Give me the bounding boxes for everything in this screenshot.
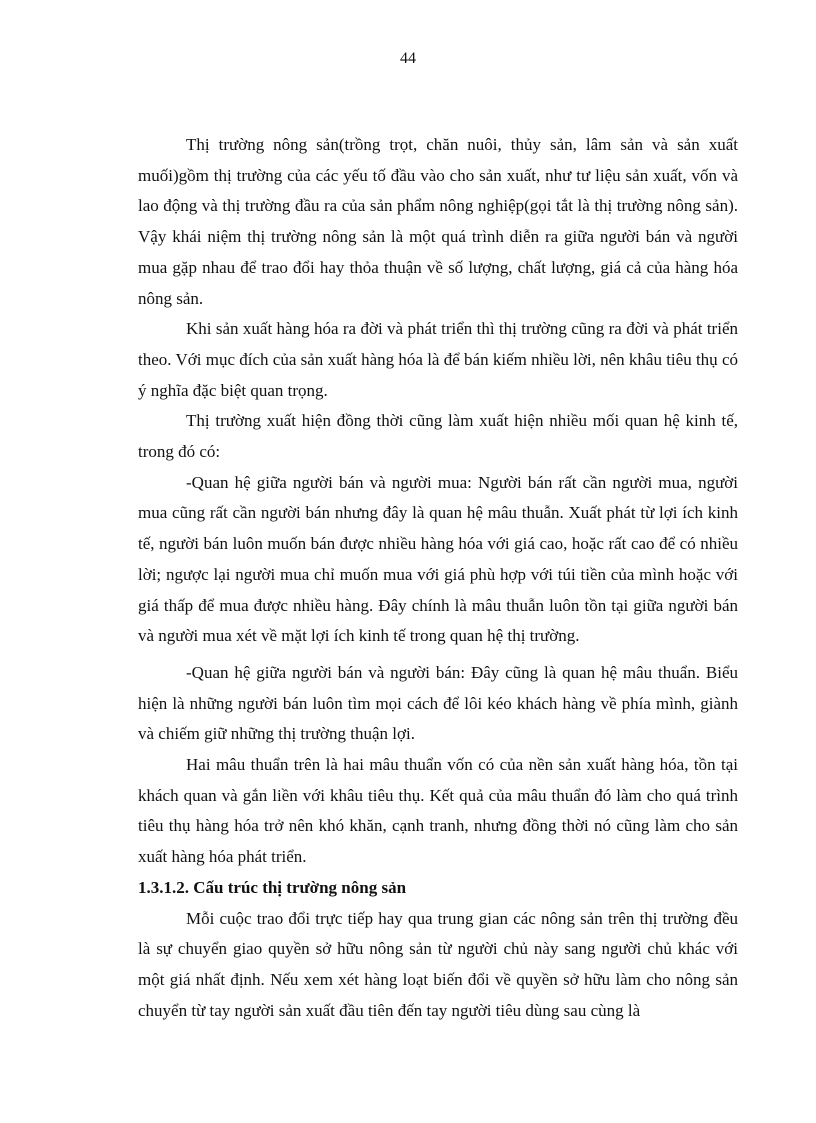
body-text <box>138 130 738 1026</box>
paragraph: Thị trường nông sản(trồng trọt, chăn nuôi, thủy sản, lâm sản và sản xuất muối)gồm thị trường của các yếu tố đầu vào cho sản xuất, như tư liệu sản xuất, vốn và lao động và thị trường đầu ra của sản phẩm nông nghiệp(gọi tắt là thị trường nông sản). Vậy khái niệm thị trường nông sản là một quá trình diễn ra giữa người bán và người mua gặp nhau để trao đổi hay thỏa thuận về số lượng, chất lượng, giá cả của hàng hóa nông sản. <box>138 135 738 308</box>
paragraph: Hai mâu thuẩn trên là hai mâu thuẩn vốn có của nền sản xuất hàng hóa, tồn tại khách quan và gắn liền với khâu tiêu thụ. Kết quả của mâu thuẩn đó làm cho quá trình tiêu thụ hàng hóa trở nên khó khăn, cạnh tranh, nhưng đồng thời nó cũng làm cho sản xuất hàng hóa phát triển. <box>138 755 738 867</box>
paragraph: -Quan hệ giữa người bán và người bán: Đây cũng là quan hệ mâu thuẩn. Biểu hiện là những người bán luôn tìm mọi cách để lôi kéo khách hàng về phía mình, giành và chiếm giữ những thị trường thuận lợi. <box>138 662 738 744</box>
paragraph: Thị trường xuất hiện đồng thời cũng làm xuất hiện nhiều mối quan hệ kinh tế, trong đó có: <box>138 411 738 462</box>
section-heading: 1.3.1.2. Cấu trúc thị trường nông sản <box>138 877 407 897</box>
paragraph: -Quan hệ giữa người bán và người mua: Người bán rất cần người mua, người mua cũng rất cần người bán nhưng đây là quan hệ mâu thuẫn. Xuất phát từ lợi ích kinh tế, người bán luôn muốn bán được nhiều hàng hóa với giá cao, hoặc rất cao để có nhiều lời; ngược lại người mua chỉ muốn mua với giá phù hợp với túi tiền của mình hoặc với giá thấp để mua được nhiều hàng. Đây chính là mâu thuẫn luôn tồn tại giữa người bán và người mua xét về mặt lợi ích kinh tế trong quan hệ thị trường. <box>138 472 738 646</box>
paragraph: Khi sản xuất hàng hóa ra đời và phát triển thì thị trường cũng ra đời và phát triển theo. Với mục đích của sản xuất hàng hóa là để bán kiếm nhiều lời, nên khâu tiêu thụ có ý nghĩa đặc biệt quan trọng. <box>138 319 738 400</box>
page-number: 44 <box>400 50 416 67</box>
paragraph: Mỗi cuộc trao đổi trực tiếp hay qua trung gian các nông sản trên thị trường đều là sự chuyển giao quyền sở hữu nông sản từ người chủ này sang người chủ khác với một giá nhất định. Nếu xem xét hàng loạt biến đổi về quyền sở hữu làm cho nông sản chuyển từ tay người sản xuất đầu tiên đến tay người tiêu dùng sau cùng là <box>138 908 738 1020</box>
